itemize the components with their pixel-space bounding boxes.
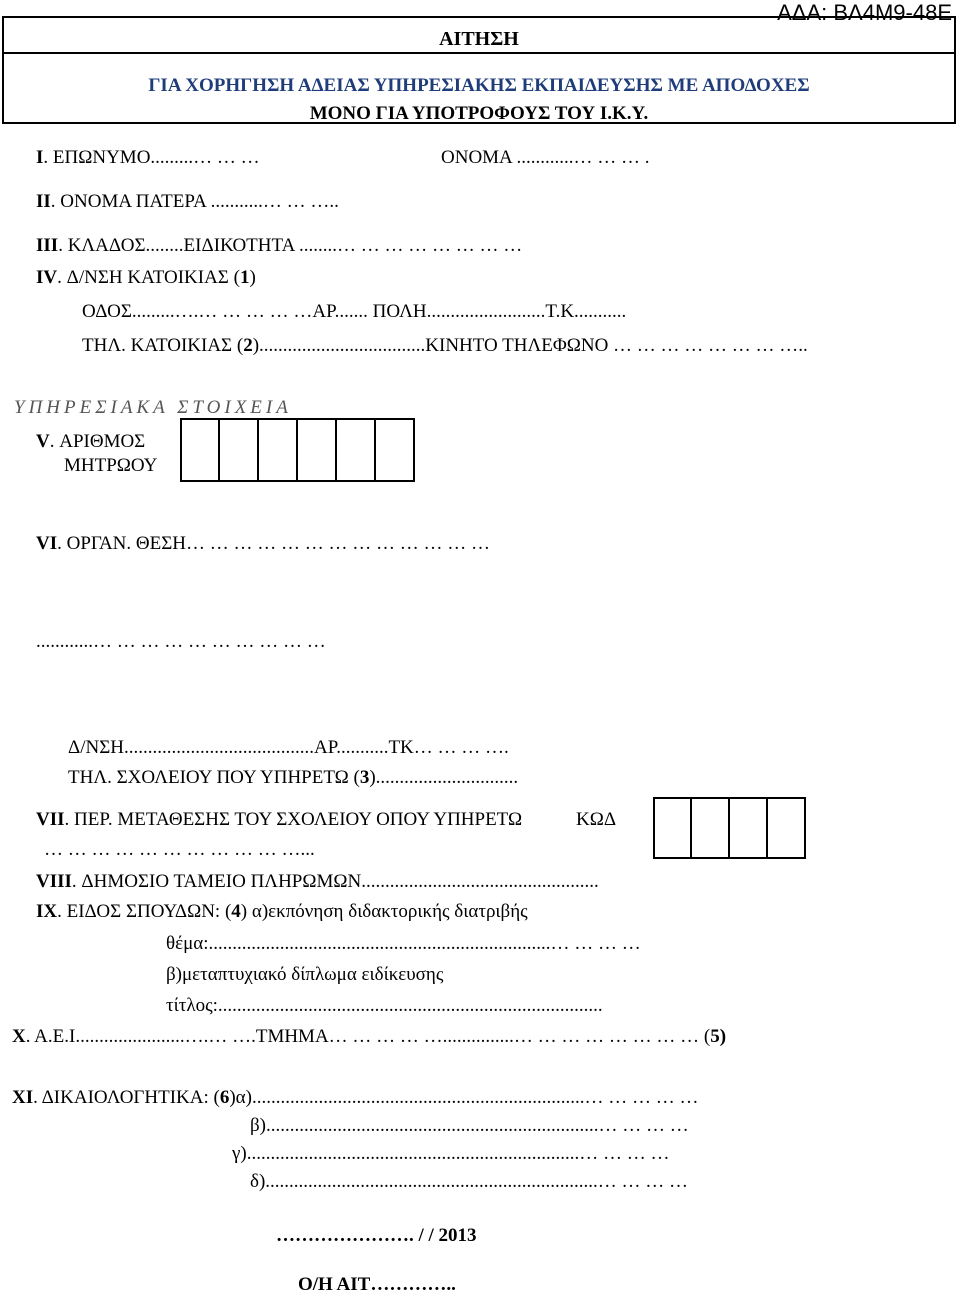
field-num: V bbox=[36, 431, 50, 452]
registry-digit-box[interactable] bbox=[298, 418, 337, 482]
field-masters-option: β)μεταπτυχιακό δίπλωμα ειδίκευσης bbox=[166, 964, 444, 985]
field-num: Χ bbox=[12, 1026, 26, 1047]
footnote-ref: 3 bbox=[359, 767, 370, 788]
header-title-box bbox=[2, 16, 956, 54]
field-label: . ΔΙΚΑΙΟΛΟΓΗΤΙΚΑ: ( bbox=[33, 1087, 220, 1108]
registry-digit-box[interactable] bbox=[259, 418, 298, 482]
form-subtitle: ΓΙΑ ΧΟΡΗΓΗΣΗ ΑΔΕΙΑΣ ΥΠΗΡΕΣΙΑΚΗΣ ΕΚΠΑΙΔΕΥΣΗΣ ΜΕ ΑΠΟΔΟΧΕΣ bbox=[148, 75, 810, 96]
code-digit-box[interactable] bbox=[730, 797, 768, 859]
field-num: Ι bbox=[36, 147, 44, 168]
field-transfer-area bbox=[36, 810, 522, 829]
field-father-name[interactable] bbox=[36, 192, 339, 211]
date-line[interactable]: …………………. / / 2013 bbox=[276, 1225, 477, 1246]
field-documents-a[interactable] bbox=[12, 1088, 698, 1107]
field-thesis-topic[interactable]: θέμα:........................................................................… … … … bbox=[166, 933, 641, 954]
field-label: )...................................ΚΙΝΗΤΟ ΤΗΛΕΦΩΝΟ … … … … … … … ….. bbox=[252, 335, 808, 356]
field-num: ΧΙ bbox=[12, 1087, 34, 1108]
field-label: ).............................. bbox=[369, 767, 519, 788]
field-home-phone[interactable] bbox=[82, 336, 808, 355]
field-branch-specialty[interactable] bbox=[36, 236, 522, 255]
service-section-heading: ΥΠΗΡΕΣΙΑΚΑ ΣΤΟΙΧΕΙΑ bbox=[14, 397, 292, 418]
signature-line[interactable]: Ο/Η ΑΙΤ………….. bbox=[298, 1274, 456, 1295]
field-label: . Α.Ε.Ι.......................….… ….ΤΜΗΜΑ… … … … …...............… … … … … … … … ( bbox=[25, 1026, 711, 1047]
field-organic-position[interactable] bbox=[36, 534, 490, 553]
footnote-ref: 2 bbox=[243, 335, 253, 356]
field-university-department[interactable] bbox=[12, 1027, 726, 1046]
registry-number-boxes bbox=[180, 418, 415, 482]
field-label: . ΟΡΓΑΝ. ΘΕΣΗ… … … … … … … … … … … … … bbox=[57, 533, 491, 554]
field-school-address[interactable]: Δ/ΝΣΗ........................................ΑΡ...........ΤΚ… … … …. bbox=[68, 737, 509, 758]
registry-digit-box[interactable] bbox=[220, 418, 259, 482]
field-num: ΙΙΙ bbox=[36, 235, 59, 256]
field-label: . ΟΝΟΜΑ ΠΑΤΕΡΑ ...........… … ….. bbox=[50, 191, 339, 212]
code-digit-box[interactable] bbox=[768, 797, 806, 859]
field-label: ) α)εκπόνηση διδακτορικής διατριβής bbox=[240, 901, 528, 922]
field-num: ΙV bbox=[36, 267, 58, 288]
field-organic-position-cont[interactable]: ............… … … … … … … … … … bbox=[36, 631, 326, 652]
field-transfer-area-cont[interactable]: … … … … … … … … … … …... bbox=[44, 839, 315, 860]
form-title: ΑΙΤΗΣΗ bbox=[439, 28, 519, 50]
footnote-ref: 4 bbox=[231, 901, 241, 922]
form-header bbox=[2, 16, 954, 124]
field-label: . ΚΛΑΔΟΣ........ΕΙΔΙΚΟΤΗΤΑ ........… … … … … … … … bbox=[58, 235, 523, 256]
field-label: . ΕΙΔΟΣ ΣΠΟΥΔΩΝ: ( bbox=[57, 901, 232, 922]
field-registry-number-label-2: ΜΗΤΡΩΟΥ bbox=[64, 455, 158, 476]
field-first-name[interactable]: ΟΝΟΜΑ ............… … … . bbox=[441, 147, 650, 168]
field-home-address-line[interactable]: ΟΔΟΣ.........….… … … … …ΑΡ....... ΠΟΛΗ.........................Τ.Κ........... bbox=[82, 301, 627, 322]
field-num: VII bbox=[36, 809, 65, 830]
form-subtitle-2: ΜΟΝΟ ΓΙΑ ΥΠΟΤΡΟΦΟΥΣ ΤΟΥ Ι.Κ.Υ. bbox=[309, 103, 649, 124]
field-surname[interactable] bbox=[36, 148, 260, 167]
field-treasury[interactable] bbox=[36, 872, 599, 891]
field-masters-title[interactable]: τίτλος:................................................................................. bbox=[166, 995, 603, 1016]
field-label: . ΔΗΜΟΣΙΟ ΤΑΜΕΙΟ ΠΛΗΡΩΜΩΝ.................................................. bbox=[71, 871, 599, 892]
field-label: . ΑΡΙΘΜΟΣ bbox=[49, 431, 146, 452]
field-num: VI bbox=[36, 533, 58, 554]
transfer-code-boxes bbox=[653, 797, 806, 859]
field-num: ΙΙ bbox=[36, 191, 51, 212]
field-label: )α)......................................................................… … … … … bbox=[229, 1087, 699, 1108]
header-subtitle-box bbox=[2, 52, 956, 124]
footnote-ref: 5 bbox=[710, 1026, 720, 1047]
field-label-close: ) bbox=[249, 267, 256, 288]
field-documents-b[interactable]: β)......................................................................… … … … bbox=[250, 1115, 689, 1136]
field-home-address-heading bbox=[36, 268, 256, 287]
field-label: . Δ/ΝΣΗ ΚΑΤΟΙΚΙΑΣ ( bbox=[57, 267, 240, 288]
ada-code: ΑΔΑ: ΒΛ4Μ9-48Ε bbox=[777, 0, 952, 25]
footnote-ref: 6 bbox=[219, 1087, 230, 1108]
field-school-phone[interactable] bbox=[68, 768, 518, 787]
footnote-ref: 1 bbox=[239, 267, 250, 288]
field-study-type bbox=[36, 902, 528, 921]
field-registry-number-label bbox=[36, 432, 145, 451]
field-label-close: ) bbox=[719, 1026, 727, 1047]
field-num: VIII bbox=[36, 871, 72, 892]
field-code-label: ΚΩΔ bbox=[576, 809, 617, 830]
field-label: . ΕΠΩΝΥΜΟ.........… … … bbox=[43, 147, 260, 168]
registry-digit-box[interactable] bbox=[180, 418, 220, 482]
registry-digit-box[interactable] bbox=[376, 418, 415, 482]
field-documents-d[interactable]: δ)......................................................................… … … … bbox=[250, 1171, 689, 1192]
code-digit-box[interactable] bbox=[653, 797, 692, 859]
field-documents-c[interactable]: γ)......................................................................… … … … bbox=[232, 1143, 670, 1164]
field-num: ΙΧ bbox=[36, 901, 58, 922]
field-label: ΤΗΛ. ΚΑΤΟΙΚΙΑΣ ( bbox=[82, 335, 244, 356]
code-digit-box[interactable] bbox=[692, 797, 730, 859]
field-label: . ΠΕΡ. ΜΕΤΑΘΕΣΗΣ ΤΟΥ ΣΧΟΛΕΙΟΥ ΟΠΟΥ ΥΠΗΡΕΤΩ bbox=[64, 809, 523, 830]
field-label: ΤΗΛ. ΣΧΟΛΕΙΟΥ ΠΟΥ ΥΠΗΡΕΤΩ ( bbox=[68, 767, 360, 788]
registry-digit-box[interactable] bbox=[337, 418, 376, 482]
